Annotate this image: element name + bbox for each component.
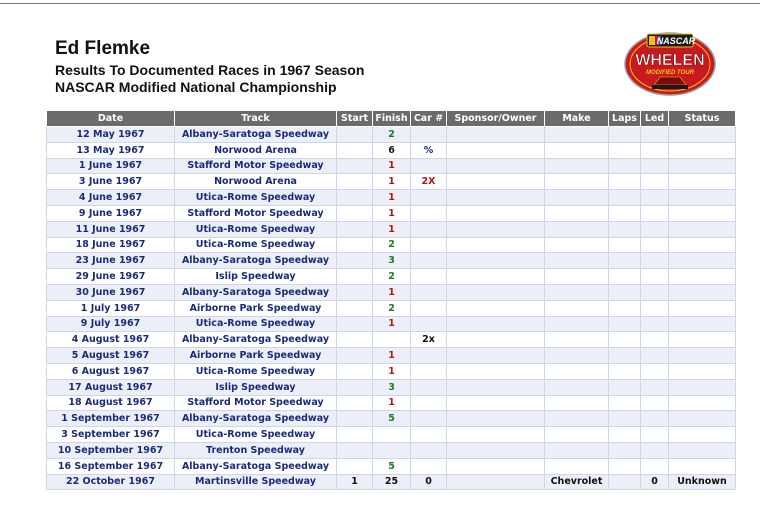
cell-laps xyxy=(609,127,641,143)
cell-make xyxy=(545,332,609,348)
logo-brand-text: NASCAR xyxy=(656,36,696,46)
table-row xyxy=(47,221,736,237)
cell-sponsor xyxy=(447,348,545,364)
cell-make xyxy=(545,158,609,174)
cell-car xyxy=(411,253,447,269)
cell-sponsor xyxy=(447,316,545,332)
table-row xyxy=(47,253,736,269)
cell-sponsor xyxy=(447,427,545,443)
cell-finish xyxy=(373,442,411,458)
cell-track: Airborne Park Speedway xyxy=(175,348,337,364)
cell-led xyxy=(641,269,669,285)
table-row xyxy=(47,411,736,427)
table-row xyxy=(47,474,736,490)
cell-make xyxy=(545,142,609,158)
cell-led xyxy=(641,221,669,237)
cell-track: Norwood Arena xyxy=(175,142,337,158)
cell-finish: 2 xyxy=(373,269,411,285)
whelen-modified-tour-logo xyxy=(624,30,716,96)
cell-led xyxy=(641,316,669,332)
cell-status: Unknown xyxy=(669,474,736,490)
cell-car xyxy=(411,221,447,237)
cell-laps xyxy=(609,395,641,411)
cell-finish: 1 xyxy=(373,284,411,300)
cell-start xyxy=(337,127,373,143)
cell-led xyxy=(641,411,669,427)
cell-finish: 3 xyxy=(373,379,411,395)
results-table xyxy=(46,110,736,490)
cell-start xyxy=(337,458,373,474)
cell-date: 1 July 1967 xyxy=(47,300,175,316)
table-row xyxy=(47,348,736,364)
cell-led xyxy=(641,348,669,364)
cell-finish: 2 xyxy=(373,300,411,316)
cell-status xyxy=(669,253,736,269)
cell-car: 2x xyxy=(411,332,447,348)
col-header-track: Track xyxy=(175,111,337,127)
cell-track: Airborne Park Speedway xyxy=(175,300,337,316)
cell-finish: 1 xyxy=(373,158,411,174)
cell-led xyxy=(641,363,669,379)
cell-finish: 25 xyxy=(373,474,411,490)
cell-date: 30 June 1967 xyxy=(47,284,175,300)
cell-sponsor xyxy=(447,300,545,316)
cell-finish: 1 xyxy=(373,316,411,332)
cell-sponsor xyxy=(447,379,545,395)
cell-led xyxy=(641,205,669,221)
cell-laps xyxy=(609,411,641,427)
cell-car xyxy=(411,379,447,395)
cell-date: 10 September 1967 xyxy=(47,442,175,458)
col-header-status: Status xyxy=(669,111,736,127)
cell-car xyxy=(411,363,447,379)
table-row xyxy=(47,332,736,348)
cell-track: Utica-Rome Speedway xyxy=(175,221,337,237)
cell-make xyxy=(545,348,609,364)
table-row xyxy=(47,316,736,332)
cell-laps xyxy=(609,300,641,316)
cell-date: 5 August 1967 xyxy=(47,348,175,364)
cell-car xyxy=(411,442,447,458)
cell-laps xyxy=(609,269,641,285)
cell-car xyxy=(411,127,447,143)
cell-date: 29 June 1967 xyxy=(47,269,175,285)
cell-sponsor xyxy=(447,205,545,221)
cell-date: 22 October 1967 xyxy=(47,474,175,490)
cell-led xyxy=(641,127,669,143)
cell-sponsor xyxy=(447,142,545,158)
table-row xyxy=(47,127,736,143)
cell-finish: 2 xyxy=(373,237,411,253)
cell-start: 1 xyxy=(337,474,373,490)
cell-car: 2X xyxy=(411,174,447,190)
cell-make xyxy=(545,427,609,443)
cell-laps xyxy=(609,427,641,443)
cell-sponsor xyxy=(447,363,545,379)
cell-led xyxy=(641,284,669,300)
cell-led xyxy=(641,395,669,411)
table-row xyxy=(47,158,736,174)
cell-laps xyxy=(609,174,641,190)
cell-finish xyxy=(373,427,411,443)
page-subtitle-season: Results To Documented Races in 1967 Season xyxy=(55,62,365,78)
cell-laps xyxy=(609,348,641,364)
cell-start xyxy=(337,221,373,237)
cell-status xyxy=(669,316,736,332)
cell-car: 0 xyxy=(411,474,447,490)
cell-track: Utica-Rome Speedway xyxy=(175,190,337,206)
cell-laps xyxy=(609,190,641,206)
cell-led xyxy=(641,237,669,253)
cell-start xyxy=(337,427,373,443)
table-row xyxy=(47,269,736,285)
cell-date: 4 June 1967 xyxy=(47,190,175,206)
cell-track: Stafford Motor Speedway xyxy=(175,205,337,221)
logo-name-text: WHELEN xyxy=(635,52,705,69)
cell-track: Islip Speedway xyxy=(175,269,337,285)
cell-date: 4 August 1967 xyxy=(47,332,175,348)
cell-sponsor xyxy=(447,190,545,206)
cell-car xyxy=(411,237,447,253)
cell-sponsor xyxy=(447,174,545,190)
cell-laps xyxy=(609,474,641,490)
col-header-make: Make xyxy=(545,111,609,127)
cell-sponsor xyxy=(447,237,545,253)
cell-make xyxy=(545,253,609,269)
cell-led xyxy=(641,253,669,269)
table-row xyxy=(47,190,736,206)
cell-track: Norwood Arena xyxy=(175,174,337,190)
page-subtitle-championship: NASCAR Modified National Championship xyxy=(55,79,337,95)
cell-finish: 1 xyxy=(373,174,411,190)
cell-start xyxy=(337,237,373,253)
cell-status xyxy=(669,332,736,348)
cell-car xyxy=(411,158,447,174)
cell-car xyxy=(411,284,447,300)
cell-track: Stafford Motor Speedway xyxy=(175,158,337,174)
page-header xyxy=(55,38,364,96)
cell-make xyxy=(545,237,609,253)
cell-finish xyxy=(373,332,411,348)
cell-car: % xyxy=(411,142,447,158)
cell-led xyxy=(641,442,669,458)
cell-track: Albany-Saratoga Speedway xyxy=(175,411,337,427)
table-row xyxy=(47,142,736,158)
cell-track: Utica-Rome Speedway xyxy=(175,316,337,332)
cell-laps xyxy=(609,316,641,332)
cell-start xyxy=(337,332,373,348)
cell-status xyxy=(669,300,736,316)
cell-start xyxy=(337,142,373,158)
cell-status xyxy=(669,142,736,158)
col-header-date: Date xyxy=(47,111,175,127)
cell-start xyxy=(337,190,373,206)
cell-laps xyxy=(609,253,641,269)
cell-status xyxy=(669,411,736,427)
cell-status xyxy=(669,395,736,411)
cell-start xyxy=(337,316,373,332)
cell-date: 6 August 1967 xyxy=(47,363,175,379)
cell-make xyxy=(545,316,609,332)
table-row xyxy=(47,284,736,300)
cell-start xyxy=(337,253,373,269)
cell-track: Utica-Rome Speedway xyxy=(175,427,337,443)
cell-track: Albany-Saratoga Speedway xyxy=(175,332,337,348)
cell-make xyxy=(545,127,609,143)
cell-date: 18 June 1967 xyxy=(47,237,175,253)
cell-sponsor xyxy=(447,253,545,269)
cell-date: 12 May 1967 xyxy=(47,127,175,143)
cell-start xyxy=(337,395,373,411)
cell-make xyxy=(545,395,609,411)
cell-finish: 1 xyxy=(373,221,411,237)
col-header-led: Led xyxy=(641,111,669,127)
cell-start xyxy=(337,348,373,364)
col-header-sponsor: Sponsor/Owner xyxy=(447,111,545,127)
cell-laps xyxy=(609,237,641,253)
cell-date: 1 June 1967 xyxy=(47,158,175,174)
cell-led xyxy=(641,458,669,474)
cell-make xyxy=(545,205,609,221)
cell-sponsor xyxy=(447,442,545,458)
cell-make xyxy=(545,221,609,237)
cell-status xyxy=(669,205,736,221)
cell-led xyxy=(641,142,669,158)
cell-laps xyxy=(609,158,641,174)
table-row xyxy=(47,442,736,458)
cell-sponsor xyxy=(447,458,545,474)
results-table-body xyxy=(47,127,736,490)
cell-track: Utica-Rome Speedway xyxy=(175,237,337,253)
cell-start xyxy=(337,174,373,190)
cell-track: Albany-Saratoga Speedway xyxy=(175,127,337,143)
cell-led xyxy=(641,427,669,443)
cell-finish: 5 xyxy=(373,458,411,474)
cell-status xyxy=(669,348,736,364)
cell-car xyxy=(411,395,447,411)
cell-status xyxy=(669,269,736,285)
cell-make xyxy=(545,379,609,395)
cell-led xyxy=(641,158,669,174)
table-row xyxy=(47,379,736,395)
cell-car xyxy=(411,411,447,427)
cell-led xyxy=(641,174,669,190)
cell-led xyxy=(641,190,669,206)
cell-laps xyxy=(609,221,641,237)
cell-status xyxy=(669,284,736,300)
cell-finish: 1 xyxy=(373,395,411,411)
cell-make xyxy=(545,363,609,379)
cell-make xyxy=(545,300,609,316)
table-row xyxy=(47,458,736,474)
cell-car xyxy=(411,205,447,221)
cell-status xyxy=(669,174,736,190)
cell-laps xyxy=(609,284,641,300)
table-row xyxy=(47,174,736,190)
cell-finish: 6 xyxy=(373,142,411,158)
cell-track: Martinsville Speedway xyxy=(175,474,337,490)
cell-led xyxy=(641,300,669,316)
cell-make xyxy=(545,411,609,427)
cell-sponsor xyxy=(447,269,545,285)
cell-laps xyxy=(609,205,641,221)
cell-status xyxy=(669,363,736,379)
cell-start xyxy=(337,363,373,379)
cell-led: 0 xyxy=(641,474,669,490)
cell-status xyxy=(669,379,736,395)
cell-laps xyxy=(609,142,641,158)
cell-start xyxy=(337,379,373,395)
cell-laps xyxy=(609,332,641,348)
cell-date: 18 August 1967 xyxy=(47,395,175,411)
col-header-start: Start xyxy=(337,111,373,127)
table-row xyxy=(47,395,736,411)
cell-car xyxy=(411,316,447,332)
cell-date: 17 August 1967 xyxy=(47,379,175,395)
cell-track: Trenton Speedway xyxy=(175,442,337,458)
cell-laps xyxy=(609,458,641,474)
table-row xyxy=(47,427,736,443)
cell-car xyxy=(411,269,447,285)
table-row xyxy=(47,237,736,253)
cell-start xyxy=(337,284,373,300)
cell-start xyxy=(337,300,373,316)
cell-track: Utica-Rome Speedway xyxy=(175,363,337,379)
cell-make xyxy=(545,284,609,300)
cell-car xyxy=(411,300,447,316)
cell-make: Chevrolet xyxy=(545,474,609,490)
cell-date: 11 June 1967 xyxy=(47,221,175,237)
cell-sponsor xyxy=(447,332,545,348)
cell-sponsor xyxy=(447,411,545,427)
page-title: Ed Flemke xyxy=(55,38,151,59)
cell-track: Stafford Motor Speedway xyxy=(175,395,337,411)
col-header-finish: Finish xyxy=(373,111,411,127)
cell-finish: 2 xyxy=(373,127,411,143)
cell-status xyxy=(669,221,736,237)
cell-make xyxy=(545,458,609,474)
cell-status xyxy=(669,190,736,206)
cell-finish: 1 xyxy=(373,190,411,206)
col-header-laps: Laps xyxy=(609,111,641,127)
cell-car xyxy=(411,190,447,206)
cell-car xyxy=(411,348,447,364)
cell-date: 3 June 1967 xyxy=(47,174,175,190)
cell-date: 16 September 1967 xyxy=(47,458,175,474)
cell-track: Albany-Saratoga Speedway xyxy=(175,284,337,300)
cell-finish: 5 xyxy=(373,411,411,427)
top-rule xyxy=(0,3,760,4)
cell-finish: 1 xyxy=(373,348,411,364)
cell-finish: 1 xyxy=(373,205,411,221)
cell-status xyxy=(669,427,736,443)
cell-status xyxy=(669,442,736,458)
cell-status xyxy=(669,237,736,253)
cell-start xyxy=(337,205,373,221)
cell-make xyxy=(545,442,609,458)
cell-status xyxy=(669,158,736,174)
cell-laps xyxy=(609,379,641,395)
cell-date: 13 May 1967 xyxy=(47,142,175,158)
cell-start xyxy=(337,269,373,285)
table-row xyxy=(47,300,736,316)
cell-start xyxy=(337,411,373,427)
cell-date: 23 June 1967 xyxy=(47,253,175,269)
cell-start xyxy=(337,158,373,174)
table-header-row xyxy=(47,111,736,127)
cell-sponsor xyxy=(447,284,545,300)
cell-car xyxy=(411,458,447,474)
cell-sponsor xyxy=(447,221,545,237)
cell-status xyxy=(669,127,736,143)
cell-date: 3 September 1967 xyxy=(47,427,175,443)
cell-laps xyxy=(609,442,641,458)
cell-make xyxy=(545,190,609,206)
cell-date: 9 July 1967 xyxy=(47,316,175,332)
cell-led xyxy=(641,332,669,348)
cell-finish: 1 xyxy=(373,363,411,379)
cell-track: Albany-Saratoga Speedway xyxy=(175,253,337,269)
cell-sponsor xyxy=(447,127,545,143)
table-row xyxy=(47,205,736,221)
cell-status xyxy=(669,458,736,474)
cell-sponsor xyxy=(447,474,545,490)
cell-start xyxy=(337,442,373,458)
cell-make xyxy=(545,269,609,285)
cell-date: 1 September 1967 xyxy=(47,411,175,427)
cell-led xyxy=(641,379,669,395)
table-row xyxy=(47,363,736,379)
cell-sponsor xyxy=(447,395,545,411)
cell-car xyxy=(411,427,447,443)
cell-finish: 3 xyxy=(373,253,411,269)
cell-make xyxy=(545,174,609,190)
cell-date: 9 June 1967 xyxy=(47,205,175,221)
logo-tagline-text: MODIFIED TOUR xyxy=(646,70,694,76)
cell-laps xyxy=(609,363,641,379)
cell-track: Islip Speedway xyxy=(175,379,337,395)
cell-track: Albany-Saratoga Speedway xyxy=(175,458,337,474)
col-header-car: Car # xyxy=(411,111,447,127)
cell-sponsor xyxy=(447,158,545,174)
